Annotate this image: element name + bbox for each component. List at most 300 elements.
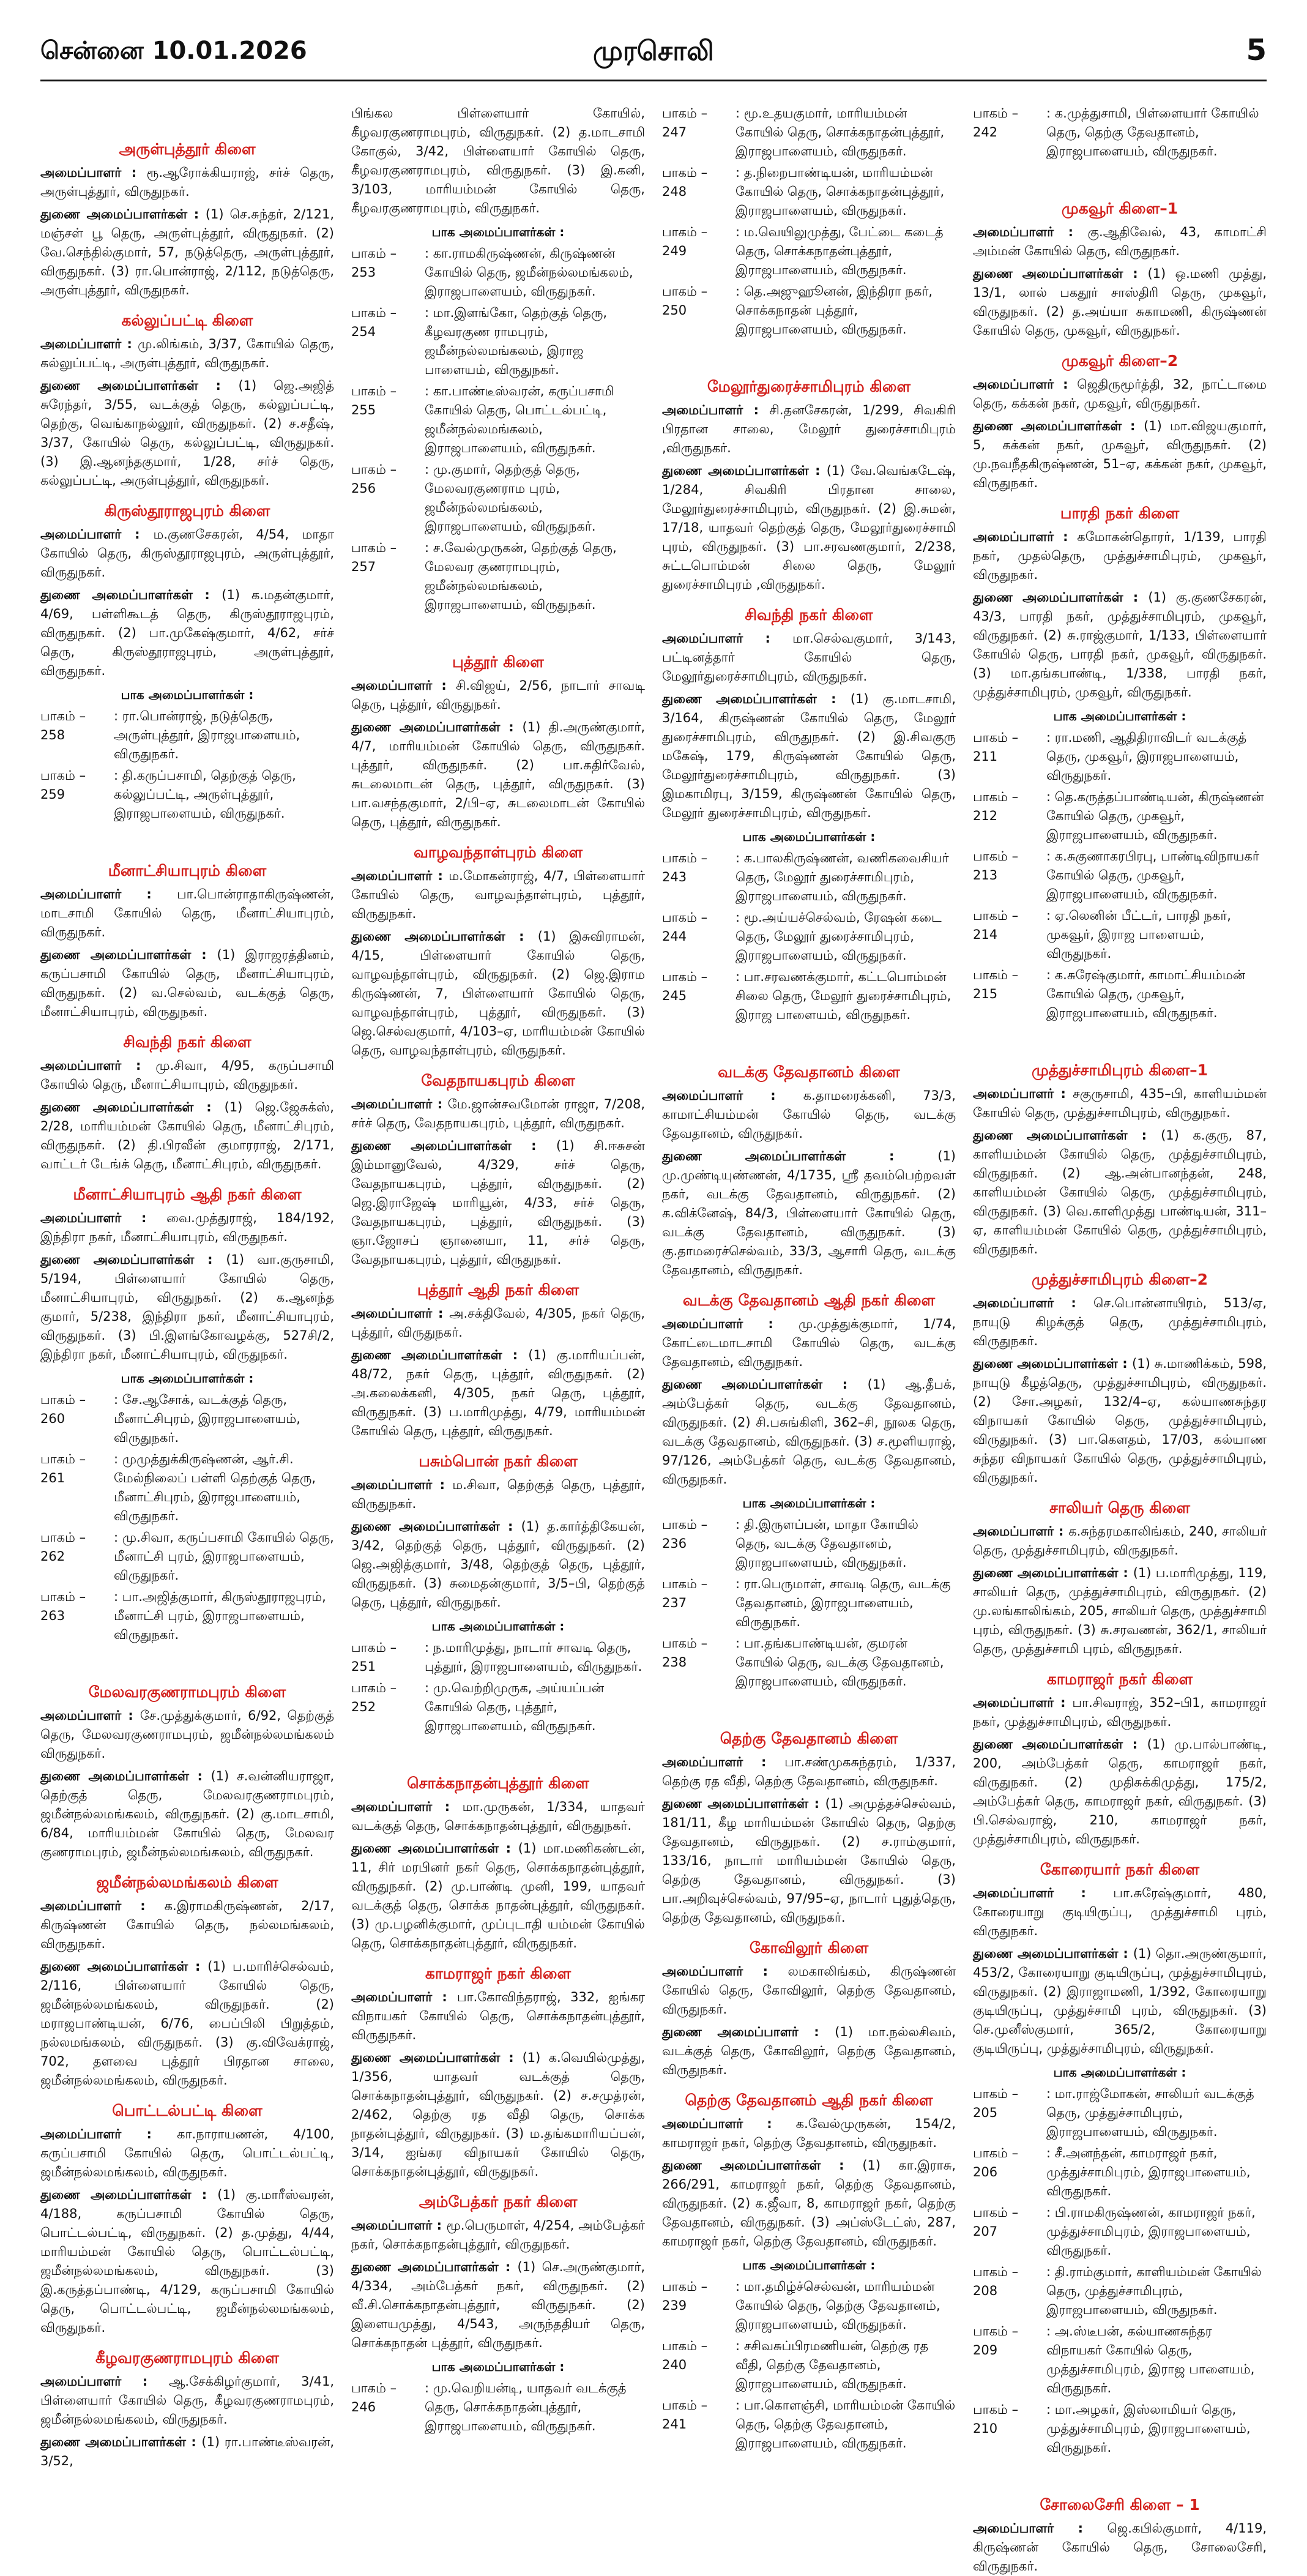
member-entry [973, 1735, 1267, 1849]
member-details: (1) செ.சுந்தர், 2/121, மஞ்சள் பூ தெரு, அருள்புத்தூர், விருதுநகர். (2) வே.செந்தில்குமார், 57, நடுத்தெரு, அருள்புத்தூர், விருதுநகர். (3) ரா.பொன்ராஜ், 2/112, நடுத்தெரு, அருள்புத்தூர், விருதுநகர். [40, 207, 334, 297]
role-label: துணை அமைப்பாளர்கள் : [662, 1377, 868, 1392]
member-entry [40, 335, 334, 373]
member-details: கமோகன்தொரர், 1/139, பாரதி நகர், முதல்தெரு, முத்துச்சாமிபுரம், முகவூர், விருதுநகர். [973, 529, 1267, 582]
role-label: அமைப்பாளர் : [973, 1695, 1073, 1710]
role-label: துணை அமைப்பாளர்கள் : [40, 947, 217, 962]
booth-details: : மு.சிவா, கருப்பசாமி கோயில் தெரு, மீனாட்சி புரம், இராஜபாளையம், விருதுநகர். [114, 1530, 334, 1583]
role-label: துணை அமைப்பாளர்கள் : [973, 590, 1149, 605]
booth-entry [40, 1391, 334, 1447]
member-details: மா.செல்வகுமார், 3/143, பட்டினத்தார் கோயில் தெரு, மேலூர்துரைச்சாமிபுரம், விருதுநகர். [662, 631, 956, 684]
booth-number: பாகம் – 251 [351, 1640, 397, 1674]
member-details: (1) க.வெயில்முத்து, 1/356, யாதவர் வடக்குத் தெரு, சொக்கநாதன்புத்தூர், விருதுநகர். (2) ச.சமுத்ரன், 2/462, தெற்கு ரத வீதி தெரு, சொக்க நாதன்புத்தூர், விருதுநகர். (3) ம.தங்கமாரியப்பன், 3/14, ஐங்கர விநாயகர் கோயில் தெரு, சொக்கநாதன்புத்தூர், விருதுநகர். [351, 2050, 645, 2179]
role-label: அமைப்பாளர் : [40, 337, 138, 351]
booth-number: பாகம் – 205 [973, 2086, 1019, 2120]
booth-details: : க.சுரேஷ்குமார், காமாட்சியம்மன் கோயில் தெரு, முகவூர், இராஜபாளையம், விருதுநகர். [1046, 968, 1246, 1020]
member-details: (1) கா.இராசு, 266/291, காமராஜர் நகர், தெற்கு தேவதானம், விருதுநகர். (2) க.ஜீவா, 8, காமராஜர் நகர், தெற்கு தேவதானம், விருதுநகர். (3) அப்ஸ்டேட்ஸ், 287, காமராஜர் நகர், தெற்கு தேவதானம், விருதுநகர். [662, 2158, 956, 2249]
branch-title: கிருஸ்தூராஜபுரம் கிளை [104, 502, 270, 520]
member-entry [40, 2125, 334, 2182]
branch-title: மேலவரகுணராமபுரம் கிளை [88, 1683, 286, 1701]
booth-number: பாகம் – 209 [973, 2324, 1019, 2358]
member-details: அ.சக்திவேல், 4/305, நகர் தெரு, புத்தூர், விருதுநகர். [351, 1306, 645, 1340]
role-label: துணை அமைப்பாளர்கள் : [973, 1566, 1133, 1580]
member-details: (1) ஆ.தீபக், அம்பேத்கர் தெரு, வடக்கு தேவதானம், விருதுநகர். (2) சி.பசுங்கிளி, 362–சி, நூலக தெரு, வடக்கு தேவதானம், விருதுநகர். (3) ச.மூளியராஜ், 97/126, அம்பேத்கர் தெரு, வடக்கு தேவதானம், விருதுநகர். [662, 1377, 956, 1487]
spacer [662, 1027, 956, 1051]
branch-title: சோலைசேரி கிளை – 1 [1040, 2496, 1200, 2514]
member-entry [973, 528, 1267, 584]
member-details: (1) இராஜரத்தினம், கருப்பசாமி கோயில் தெரு, மீனாட்சியாபுரம், விருதுநகர். (2) வ.செல்வம், வடக்குத் தெரு, மீனாட்சியாபுரம், விருதுநகர். [40, 947, 334, 1019]
booth-entry [973, 2322, 1267, 2398]
member-details: மூ.பெருமாள், 4/254, அம்பேத்கர் நகர், சொக்கநாதன்புத்தூர், விருதுநகர். [351, 2218, 646, 2252]
role-label: துணை அமைப்பாளர்கள் : [40, 1100, 225, 1114]
booth-entry [973, 2085, 1267, 2141]
booth-entry [973, 966, 1267, 1023]
member-entry [662, 1962, 956, 2019]
role-label: அமைப்பாளர் : [40, 1211, 167, 1225]
booth-details: : க.முத்துசாமி, பிள்ளையார் கோயில் தெரு, தெற்கு தேவதானம், இராஜபாளையம், விருதுநகர். [1046, 106, 1259, 159]
member-details: (1) மு.பால்பாண்டி, 200, அம்பேத்கர் தெரு, காமராஜர் நகர், விருதுநகர். (2) முதிசுக்கிமுத்து, 175/2, அம்பேத்கர் தெரு, காமராஜர் நகர், விருதுநகர். (3) பி.செல்வராஜ், 210, காமராஜர் நகர், முத்துச்சாமிபுரம், விருதுநகர். [973, 1737, 1267, 1846]
role-label: அமைப்பாளர் : [40, 2127, 177, 2141]
member-details: (1) கு.குணசேகரன், 43/3, பாரதி நகர், முத்துச்சாமிபுரம், முகவூர், விருதுநகர். (2) சு.ராஜ்குமார், 1/133, பிள்ளையார் கோயில் தெரு, பாரதி நகர், முகவூர், விருதுநகர். (3) மா.தங்கபாண்டி, 1/338, பாரதி நகர், முத்துச்சாமிபுரம், முகவூர், விருதுநகர். [973, 590, 1267, 700]
branch-title: மீனாட்சியாபுரம் ஆதி நகர் கிளை [73, 1185, 302, 1203]
booth-number: பாகம் – 243 [662, 851, 708, 884]
booth-number: பாகம் – 255 [351, 384, 397, 417]
booth-entry [662, 163, 956, 220]
branch-title: காமராஜர் நகர் கிளை [1046, 1670, 1193, 1688]
member-details: (1) மா.நல்லசிவம், வடக்குத் தெரு, கோவிலூர், தெற்கு தேவதானம், விருதுநகர். [662, 2025, 956, 2077]
member-entry [973, 2519, 1267, 2576]
role-label: அமைப்பாளர் : [662, 631, 793, 646]
spacer [40, 826, 334, 850]
branch-title: முத்துச்சாமிபுரம் கிளை–2 [1031, 1271, 1208, 1288]
branch-title: பசும்பொன் நகர் கிளை [419, 1452, 578, 1470]
spacer [40, 1647, 334, 1671]
masthead-rule [40, 80, 1267, 81]
member-entry [662, 1086, 956, 1143]
booth-details: : தி.இருளப்பன், மாதா கோயில் தெரு, வடக்கு தேவதானம், இராஜபாளையம், விருதுநகர். [735, 1517, 918, 1570]
booth-entry [351, 1679, 645, 1736]
role-label: அமைப்பாளர் : [351, 1306, 450, 1321]
member-details: (1) த.கார்த்திகேயன், 3/42, தெற்குத் தெரு, புத்தூர், விருதுநகர். (2) ஜெ.அஜித்குமார், 3/48, தெற்குத் தெரு, புத்தூர், விருதுநகர். (3) சுமைதன்குமார், 3/5–பி, தெற்குத் தெரு, புத்தூர், விருதுநகர். [351, 1519, 645, 1610]
role-label: அமைப்பாளர் : [351, 1477, 453, 1492]
member-details: (1) ஜெ.அஜித் சுரேந்தர், 3/55, வடக்குத் தெரு, கல்லுப்பட்டி, தெற்கு, வெங்காநல்லூர், விருதுநகர். (2) ச.சதீஷ், 3/37, கோயில் தெரு, கல்லுப்பட்டி, விருதுநகர். (3) இ.ஆனந்தகுமார், 1/28, சர்ச் தெரு, கல்லுப்பட்டி, அருள்புத்தூர், விருதுநகர். [40, 378, 334, 488]
member-entry [40, 525, 334, 582]
subheading: பாக அமைப்பாளர்கள் : [121, 1371, 254, 1386]
role-label: அமைப்பாளர் : [662, 1088, 803, 1103]
role-label: துணை அமைப்பாளர்கள் : [40, 2435, 202, 2449]
member-entry [40, 946, 334, 1021]
role-label: துணை அமைப்பாளர்கள் : [662, 1149, 938, 1163]
booth-entry [973, 2144, 1267, 2201]
role-label: துணை அமைப்பாளர்கள் : [973, 1737, 1147, 1752]
booth-details: : க.பாலகிருஷ்ணன், வணிகவைசியர் தெரு, மேலூர் துரைச்சாமிபுரம், இராஜபாளையம், விருதுநகர். [735, 851, 949, 903]
booth-details: : தி.கருப்பசாமி, தெற்குத் தெரு, கல்லுப்பட்டி, அருள்புத்தூர், இராஜபாளையம், விருதுநகர். [114, 768, 296, 821]
subheading: பாக அமைப்பாளர்கள் : [121, 687, 254, 702]
member-details: பா.பொன்ராதாகிருஷ்ணன், மாடசாமி கோயில் தெரு, மீனாட்சியாபுரம், விருதுநகர். [40, 887, 334, 939]
member-entry [662, 2156, 956, 2251]
booth-details: : தெ.அஜுஹூனன், இந்திரா நகர், சொக்கநாதன் புத்தூர், இராஜபாளையம், விருதுநகர். [735, 284, 933, 337]
member-entry [662, 1147, 956, 1280]
role-label: அமைப்பாளர் : [40, 527, 154, 542]
role-label: அமைப்பாளர் : [351, 2218, 447, 2233]
branch-title: அருள்புத்தூர் கிளை [119, 140, 256, 158]
member-details: ரூ.ஆரோக்கியராஜ், சர்ச் தெரு, அருள்புத்தூர், விருதுநகர். [40, 165, 335, 199]
booth-number: பாகம் – 259 [40, 768, 86, 802]
member-details: க.இராமகிருஷ்ணன், 2/17, கிருஷ்ணன் கோயில் தெரு, நல்லமங்கலம், விருதுநகர். [40, 1898, 334, 1951]
member-entry [40, 885, 334, 942]
branch-title: முத்துச்சாமிபுரம் கிளை–1 [1031, 1061, 1208, 1079]
booth-details: : ரா.பெருமாள், சாவடி தெரு, வடக்கு தேவதானம், இராஜபாளையம், விருதுநகர். [735, 1577, 951, 1629]
role-label: துணை அமைப்பாளர்கள் : [351, 1138, 556, 1153]
subheading: பாக அமைப்பாளர்கள் : [431, 1619, 565, 1633]
role-label: அமைப்பாளர் : [351, 868, 449, 883]
member-entry [662, 2023, 956, 2080]
member-entry [351, 1517, 645, 1612]
member-details: (1) வே.வெங்கடேஷ், 1/284, சிவகிரி பிரதான சாலை, மேலூர்துரைச்சாமிபுரம், விருதுநகர். (2) இ.சுமன், 17/18, யாதவர் தெற்குத் தெரு, மேலூர்துரைச்சாமி புரம், விருதுநகர். (3) பா.சரவணகுமார், 2/238, சுட்டபொம்மன் சிலை தெரு, மேலூர் துரைச்சாமிபுரம் ,விருதுநகர். [662, 463, 956, 592]
branch-title: மீனாட்சியாபுரம் கிளை [108, 862, 267, 879]
role-label: துணை அமைப்பாளர் : [662, 2025, 835, 2039]
booth-entry [40, 1450, 334, 1526]
booth-details: : சே.ஆசோக், வடக்குத் தெரு, மீனாட்சிபுரம், இராஜபாளையம், விருதுநகர். [114, 1392, 300, 1445]
article-columns [40, 104, 1267, 2574]
member-entry [40, 163, 334, 201]
member-entry [973, 1693, 1267, 1731]
spacer [973, 163, 1267, 188]
role-label: அமைப்பாளர் : [973, 225, 1088, 239]
booth-entry [662, 1634, 956, 1691]
booth-number: பாகம் – 215 [973, 968, 1019, 1001]
member-entry [973, 1085, 1267, 1122]
role-label: அமைப்பாளர் : [662, 1964, 788, 1979]
role-label: துணை அமைப்பாளர்கள் : [40, 1959, 208, 1974]
booth-number: பாகம் – 236 [662, 1517, 708, 1551]
role-label: அமைப்பாளர் : [973, 1886, 1114, 1900]
member-details: ம.சிவா, தெற்குத் தெரு, புத்தூர், விருதுநகர். [351, 1477, 645, 1511]
spacer [662, 342, 956, 366]
booth-details: : முமுத்துக்கிருஷ்ணன், ஆர்.சி. மேல்நிலைப் பள்ளி தெற்குத் தெரு, மீனாட்சிபுரம், இராஜபாளையம், விருதுநகர். [114, 1452, 316, 1523]
member-entry [973, 223, 1267, 261]
branch-title: சாலியர் தெரு கிளை [1049, 1499, 1190, 1517]
booth-details: : சசிவசுப்பிரமணியன், தெற்கு ரத வீதி, தெற்கு தேவதானம், இராஜபாளையம், விருதுநகர். [735, 2339, 929, 2391]
role-label: அமைப்பாளர் : [40, 165, 147, 180]
member-details: (1) ஒ.மணி முத்து, 13/1, லால் பகதூர் சாஸ்திரி தெரு, முகவூர், விருதுநகர். (2) த.அய்யா சுகாமணி, கிருஷ்ணன் கோயில் தெரு, முகவூர், விருதுநகர். [973, 266, 1267, 338]
role-label: துணை அமைப்பாளர்கள் : [351, 1348, 529, 1362]
role-label: துணை அமைப்பாளர்கள் : [662, 1796, 825, 1811]
booth-details: : அ.ஸ்டீபன், கல்யாணசுந்தர விநாயகர் கோயில் தெரு, முத்துச்சாமிபுரம், இராஜ பாளையம், விருதுநகர். [1046, 2324, 1255, 2395]
role-label: துணை அமைப்பாளர்கள் : [40, 378, 239, 393]
member-details: (1) அமுத்தச்செல்வம், 181/11, கீழ மாரியம்மன் கோயில் தெரு, தெற்கு தேவதானம், விருதுநகர். (2) ச.ராம்குமார், 133/16, நாடார் மாரியம்மன் கோயில் தெரு, தெற்கு தேவதானம், விருதுநகர். (3) பா.அறிவுச்செல்வம், 97/95–ஏ, நாடார் புதுத்தெரு, தெற்கு தேவதானம், விருதுநகர். [662, 1796, 956, 1925]
booth-number: பாகம் – 244 [662, 910, 708, 944]
member-details: (1) ப.மாரிச்செல்வம், 2/116, பிள்ளையார் கோயில் தெரு, ஜமீன்நல்லமங்கலம், விருதுநகர். (2) மராஜபாண்டியன், 6/76, பைப்பிலி பிறுத்தம், நல்லமங்கலம், விருதுநகர். (3) கு.விவேக்ராஜ், 702, தளவை புத்தூர் பிரதான சாலை, ஜமீன்நல்லமங்கலம், விருதுநகர். [40, 1959, 334, 2088]
booth-entry [662, 968, 956, 1025]
branch-title: பாரதி நகர் கிளை [1060, 504, 1180, 522]
role-label: அமைப்பாளர் : [662, 1755, 785, 1769]
column-1 [40, 104, 335, 2468]
member-entry [662, 690, 956, 823]
member-details: (1) கு.மாரியப்பன், 48/72, நகர் தெரு, புத்தூர், விருதுநகர். (2) அ.கலைக்கனி, 4/305, நகர் தெரு, புத்தூர், விருதுநகர். (3) ப.மாரிமுத்து, 4/79, மாரியம்மன் கோயில் தெரு, புத்தூர், விருதுநகர். [351, 1348, 645, 1438]
subheading: பாக அமைப்பாளர்கள் : [431, 2359, 565, 2374]
booth-entry [351, 539, 645, 614]
member-details: ம.மோகன்ராஜ், 4/7, பிள்ளையார் கோயில் தெரு, வாழவந்தாள்புரம், புத்தூர், விருதுநகர். [351, 868, 646, 921]
booth-entry [351, 244, 645, 301]
branch-title: சொக்கநாதன்புத்தூர் கிளை [407, 1774, 589, 1792]
member-details: (1) கு.மாடசாமி, 3/164, கிருஷ்ணன் கோயில் தெரு, மேலூர் துரைச்சாமிபுரம், விருதுநகர். (2) இ.சிவகுரு மகேஷ், 179, கிருஷ்ணன் கோயில் தெரு, மேலூர்துரைச்சாமிபுரம், விருதுநகர். (3) இமகாமிரபு, 3/159, கிருஷ்ணன் கோயில் தெரு, மேலூர் துரைச்சாமிபுரம், விருதுநகர். [662, 692, 956, 820]
role-label: துணை அமைப்பாளர்கள் : [662, 463, 827, 478]
role-label: அமைப்பாளர் : [40, 1898, 165, 1913]
newspaper-name: முரசொலி [593, 35, 714, 67]
booth-number: பாகம் – 250 [662, 284, 708, 318]
role-label: அமைப்பாளர் : [973, 377, 1078, 392]
member-entry [973, 588, 1267, 702]
branch-title: கீழவரகுணராமபுரம் கிளை [95, 2349, 279, 2367]
booth-entry [351, 1638, 645, 1676]
booth-entry [351, 304, 645, 379]
booth-details: : ரா.பொன்ராஜ், நடுத்தெரு, அருள்புத்தூர், இராஜபாளையம், விருதுநகர். [114, 709, 300, 761]
branch-title: வேதநாயகபுரம் கிளை [421, 1072, 575, 1089]
booth-details: : ஏ.லெனின் பீட்டர், பாரதி நகர், முகவூர், இராஜ பாளையம், விருதுநகர். [1046, 908, 1231, 961]
booth-number: பாகம் – 207 [973, 2205, 1019, 2239]
booth-number: பாகம் – 211 [973, 730, 1019, 764]
spacer [662, 1693, 956, 1718]
booth-number: பாகம் – 240 [662, 2339, 708, 2372]
role-label: துணை அமைப்பாளர்கள் : [973, 1356, 1133, 1371]
booth-number: பாகம் – 248 [662, 165, 708, 199]
member-details: (1) மா.மணிகண்டன், 11, சிர் மரபினர் நகர் தெரு, சொக்கநாதன்புத்தூர், விருதுநகர். (2) மு.பாண்டி முனி, 199, யாதவர் வடக்குத் தெரு, சொக்க நாதன்புத்தூர், விருதுநகர். (3) மு.பழனிக்குமார், முப்புடாதி யம்மன் கோயில் தெரு, சொக்கநாதன்புத்தூர், விருதுநகர். [351, 1841, 645, 1951]
branch-title: கோவிலூர் கிளை [749, 1939, 869, 1957]
booth-details: : மூ.உதயகுமார், மாரியம்மன் கோயில் தெரு, சொக்கநாதன்புத்தூர், இராஜபாளையம், விருதுநகர். [735, 106, 945, 159]
member-details: மு.சிவா, 4/95, கருப்பசாமி கோயில் தெரு, மீனாட்சியாபுரம், விருதுநகர். [40, 1058, 334, 1092]
branch-title: புத்தூர் ஆதி நகர் கிளை [417, 1281, 579, 1299]
booth-details: : ச.வேல்முருகன், தெற்குத் தெரு, மேலவர குணராமபுரம், ஜமீன்நல்லமங்கலம், இராஜபாளையம், விருதுநகர். [425, 540, 617, 612]
member-details: செ.பொன்னாயிரம், 513/ஏ, நாயுடு கிழக்குத் தெரு, முத்துச்சாமிபுரம், விருதுநகர். [973, 1296, 1267, 1348]
member-entry [351, 867, 645, 924]
member-entry [973, 1126, 1267, 1259]
booth-number: பாகம் – 247 [662, 106, 708, 140]
booth-entry [40, 1528, 334, 1585]
member-entry [973, 1294, 1267, 1351]
member-entry [351, 2048, 645, 2181]
member-details: (1) மா.விஜயகுமார், 5, கக்கன் நகர், முகவூர், விருதுநகர். (2) மு.நவநீதகிருஷ்ணன், 51–ஏ, கக்கன் நகர், முகவூர், விருதுநகர். [973, 419, 1267, 490]
spacer [40, 104, 334, 129]
member-details: கா.நாராயணன், 4/100, கருப்பசாமி கோயில் தெரு, பொட்டல்பட்டி, ஜமீன்நல்லமங்கலம், விருதுநகர். [40, 2127, 335, 2179]
member-entry [973, 1884, 1267, 1941]
booth-entry [662, 2277, 956, 2334]
booth-entry [662, 1575, 956, 1632]
spacer [973, 2460, 1267, 2484]
booth-entry [973, 104, 1267, 161]
member-entry [351, 1304, 645, 1342]
member-details: க.தாமரைக்கனி, 73/3, காமாட்சியம்மன் கோயில் தெரு, வடக்கு தேவதானம், விருதுநகர். [662, 1088, 956, 1141]
booth-number: பாகம் – 210 [973, 2402, 1019, 2436]
spacer [351, 617, 645, 641]
booth-entry [351, 382, 645, 458]
role-label: அமைப்பாளர் : [662, 1316, 799, 1331]
member-details: (1) க.மதன்குமார், 4/69, பள்ளிகூடத் தெரு, கிருஸ்தூராஜபுரம், விருதுநகர். (2) பா.முகேஷ்குமார், 4/62, சர்ச் தெரு, கிருஸ்தூராஜபுரம், அருள்புத்தூர், விருதுநகர். [40, 588, 334, 678]
member-entry [662, 629, 956, 686]
branch-title: வாழவந்தாள்புரம் கிளை [413, 843, 583, 861]
role-label: துணை அமைப்பாளர்கள் : [40, 2187, 218, 2202]
member-entry [40, 1767, 334, 1862]
booth-number: பாகம் – 260 [40, 1392, 86, 1426]
member-entry [40, 1209, 334, 1247]
spacer [351, 1738, 645, 1763]
branch-title: கல்லுப்பட்டி கிளை [121, 312, 253, 329]
branch-title: ஜமீன்நல்லமங்கலம் கிளை [96, 1873, 278, 1891]
booth-details: : மு.வெற்றிமுருக, அய்யப்பன் கோயில் தெரு, புத்தூர், இராஜபாளையம், விருதுநகர். [425, 1681, 605, 1733]
booth-details: : த.நிறைபாண்டியன், மாரியம்மன் கோயில் தெரு, சொக்கநாதன்புத்தூர், இராஜபாளையம், விருதுநகர். [735, 165, 945, 218]
member-details: (1) ப.மாரிமுத்து, 119, சாலியர் தெரு, முத்துச்சாமிபுரம், விருதுநகர். (2) மு.லங்காலிங்கம், 205, சாலியர் தெரு, முத்துச்சாமி புரம், விருதுநகர். (3) சு.சரவணன், 362/1, சாலியர் தெரு, முத்துச்சாமி புரம், விருதுநகர். [973, 1566, 1267, 1656]
member-entry [40, 2372, 334, 2429]
member-details: க.சுந்தரமகாலிங்கம், 240, சாலியர் தெரு, முத்துச்சாமிபுரம், விருதுநகர். [973, 1524, 1267, 1558]
member-entry [662, 1315, 956, 1372]
member-entry [662, 1375, 956, 1489]
role-label: துணை அமைப்பாளர்கள் : [973, 1946, 1133, 1961]
member-entry [40, 1706, 334, 1763]
member-details: பா.கோவிந்தராஜ், 332, ஐங்கர விநாயகர் கோயில் தெரு, சொக்கநாதன்புத்தூர், விருதுநகர். [351, 1990, 645, 2042]
role-label: துணை அமைப்பாளர்கள் : [351, 720, 523, 734]
subheading: பாக அமைப்பாளர்கள் : [431, 225, 565, 239]
member-entry [662, 461, 956, 594]
branch-title: கோரையார் நகர் கிளை [1040, 1861, 1200, 1878]
branch-title: மேலூர்துரைச்சாமிபுரம் கிளை [707, 378, 911, 395]
role-label: அமைப்பாளர் : [662, 403, 770, 417]
role-label: துணை அமைப்பாளர்கள் : [351, 2260, 518, 2274]
booth-entry [351, 460, 645, 536]
member-details: மு.லிங்கம், 3/37, கோயில் தெரு, கல்லுப்பட்டி, அருள்புத்தூர், விருதுநகர். [40, 337, 334, 370]
role-label: அமைப்பாளர் : [351, 678, 456, 693]
booth-entry [662, 2396, 956, 2453]
booth-entry [662, 104, 956, 161]
booth-entry [40, 766, 334, 823]
booth-details: : பா.அஜித்குமார், கிருஸ்தூராஜபுரம், மீனாட்சி புரம், இராஜபாளையம், விருதுநகர். [114, 1589, 326, 1642]
booth-details: : பா.சரவணக்குமார், கட்டபொம்மன் சிலை தெரு, மேலூர் துரைச்சாமிபுரம், இராஜ பாளையம், விருதுநகர். [735, 969, 951, 1022]
role-label: அமைப்பாளர் : [662, 2116, 796, 2131]
column-2 [351, 104, 646, 2433]
branch-title: புத்தூர் கிளை [452, 653, 544, 671]
booth-entry [973, 906, 1267, 963]
role-label: துணை அமைப்பாளர்கள் : [351, 1519, 521, 1534]
booth-number: பாகம் – 245 [662, 969, 708, 1003]
member-entry [351, 104, 645, 218]
member-entry [40, 376, 334, 490]
member-entry [351, 676, 645, 714]
branch-title: வடக்கு தேவதானம் கிளை [718, 1063, 900, 1081]
booth-entry [973, 728, 1267, 785]
booth-entry [662, 282, 956, 339]
member-entry [40, 1897, 334, 1954]
member-details: சகுருசாமி, 435–பி, காளியம்மன் கோயில் தெரு, முத்துச்சாமிபுரம், விருதுநகர். [973, 1086, 1267, 1120]
member-entry [662, 401, 956, 458]
member-entry [662, 2115, 956, 2152]
member-details: (1) செ.அருண்குமார், 4/334, அம்பேத்கர் நகர், விருதுநகர். (2) வீ.சி.சொக்கநாதன்புத்தூர், விருதுநகர். (2) இளையமுத்து, 4/543, அருந்ததியர் தெரு, சொக்கநாதன் புத்தூர், விருதுநகர். [351, 2260, 645, 2350]
member-entry [351, 1137, 645, 1269]
booth-entry [662, 908, 956, 965]
booth-entry [351, 2379, 645, 2436]
booth-details: : கா.ராமகிருஷ்ணன், கிருஷ்ணன் கோயில் தெரு, ஜமீன்நல்லமங்கலம், இராஜபாளையம், விருதுநகர். [425, 246, 633, 299]
booth-details: : மா.இளங்கோ, தெற்குத் தெரு, கீழவரகுண ராமபுரம், ஜமீன்நல்லமங்கலம், இராஜ பாளையம், விருதுநகர். [425, 305, 608, 377]
branch-title: தெற்கு தேவதானம் கிளை [720, 1730, 898, 1747]
subheading: பாக அமைப்பாளர்கள் : [742, 1496, 876, 1510]
member-entry [40, 586, 334, 681]
member-details: சே.முத்துக்குமார், 6/92, தெற்குத் தெரு, மேலவரகுணராமபுரம், ஜமீன்நல்லமங்கலம் விருதுநகர். [40, 1708, 334, 1761]
booth-number: பாகம் – 246 [351, 2381, 397, 2414]
member-entry [973, 375, 1267, 413]
booth-entry [973, 847, 1267, 904]
role-label: அமைப்பாளர் : [973, 1086, 1073, 1101]
member-details: (1) வா.குருசாமி, 5/194, பிள்ளையார் கோயில் தெரு, மீனாட்சியாபுரம், விருதுநகர். (2) க.ஆனந்த குமார், 5/238, இந்திரா நகர், மீனாட்சியாபுரம், விருதுநகர். (3) பி.இளங்கோவழக்கு, 527சி/2, இந்திரா நகர், மீனாட்சியாபுரம், விருதுநகர். [40, 1252, 334, 1362]
member-entry [40, 2433, 334, 2471]
member-details: (1) இசுவிராமன், 4/15, பிள்ளையார் கோயில் தெரு, வாழவந்தாள்புரம், விருதுநகர். (2) ஜெ.இராம கிருஷ்ணன், 7, பிள்ளையார் கோயில் தெரு, வாழவந்தாள்புரம், புத்தூர், விருதுநகர். (3) ஜெ.செல்வகுமார், 4/103–ஏ, மாரியம்மன் கோயில் தெரு, வாழவந்தாள்புரம், விருதுநகர். [351, 929, 645, 1058]
member-entry [973, 264, 1267, 340]
member-entry [40, 1250, 334, 1364]
member-details: ஜெதிருமூர்த்தி, 32, நாட்டாமை தெரு, கக்கன் நகர், முகவூர், விருதுநகர். [973, 377, 1267, 411]
role-label: துணை அமைப்பாளர்கள் : [40, 1769, 211, 1783]
booth-details: : கா.பாண்டீஸ்வரன், கருப்பசாமி கோயில் தெரு, பொட்டல்பட்டி, ஜமீன்நல்லமங்கலம், இராஜபாளையம், விருதுநகர். [425, 384, 614, 455]
member-entry [351, 1476, 645, 1514]
booth-entry [973, 2263, 1267, 2320]
booth-details: : பி.ராமகிருஷ்ணன், காமராஜர் நகர், முத்துச்சாமிபுரம், இராஜபாளையம், விருதுநகர். [1046, 2205, 1256, 2258]
branch-title: வடக்கு தேவதானம் ஆதி நகர் கிளை [682, 1291, 936, 1309]
booth-number: பாகம் – 212 [973, 790, 1019, 823]
member-entry [351, 1988, 645, 2045]
member-entry [973, 1944, 1267, 2058]
branch-title: முகவூர் கிளை–1 [1061, 200, 1179, 217]
booth-entry [973, 788, 1267, 845]
branch-title: அம்பேத்கர் நகர் கிளை [419, 2193, 578, 2211]
booth-number: பாகம் – 208 [973, 2264, 1019, 2298]
subheading: பாக அமைப்பாளர்கள் : [742, 2258, 876, 2272]
member-entry [351, 718, 645, 832]
booth-entry [40, 707, 334, 764]
spacer [973, 1025, 1267, 1050]
member-entry [40, 1056, 334, 1094]
booth-number: பாகம் – 263 [40, 1589, 86, 1623]
booth-number: பாகம் – 239 [662, 2279, 708, 2313]
booth-entry [662, 223, 956, 280]
member-details: வை.முத்துராஜ், 184/192, இந்திரா நகர், மீனாட்சியாபுரம், விருதுநகர். [40, 1211, 334, 1244]
booth-entry [973, 2400, 1267, 2457]
branch-title: பொட்டல்பட்டி கிளை [112, 2102, 263, 2119]
member-details: லமகாலிங்கம், கிருஷ்ணன் கோயில் தெரு, கோவிலூர், தெற்கு தேவதானம், விருதுநகர். [662, 1964, 956, 2017]
member-details: சி.தனசேகரன், 1/299, சிவகிரி பிரதான சாலை, மேலூர் துரைச்சாமிபுரம் ,விருதுநகர். [662, 403, 956, 455]
member-details: சி.விஜய், 2/56, நாடார் சாவடி தெரு, புத்தூர், விருதுநகர். [351, 678, 645, 712]
member-details: (1) சு.மாணிக்கம், 598, நாயுடு கீழத்தெரு, முத்துச்சாமிபுரம், விருதுநகர். (2) சோ.அழகர், 132/4–ஏ, கல்யாணசுந்தர விநாயகர் கோயில் தெரு, முத்துச்சாமிபுரம், விருதுநகர். (3) பா.கௌதம், 17/03, கல்யாண சுந்தர விநாயகர் கோயில் தெரு, முத்துச்சாமிபுரம், விருதுநகர். [973, 1356, 1267, 1485]
booth-number: பாகம் – 252 [351, 1681, 397, 1714]
member-details: ஆ.சேக்கிழர்குமார், 3/41, பிள்ளையார் கோயில் தெரு, கீழவரகுணராமபுரம், ஜமீன்நல்லமங்கலம், விருதுநகர். [40, 2374, 334, 2427]
booth-number: பாகம் – 237 [662, 1577, 708, 1610]
member-details: ஜெ.கபில்குமார், 4/119, கிருஷ்ணன் கோயில் தெரு, சோலைசேரி, விருதுநகர். [973, 2521, 1267, 2574]
role-label: துணை அமைப்பாளர்கள் : [662, 2158, 863, 2173]
booth-number: பாகம் – 253 [351, 246, 397, 280]
member-details: ம.குணசேகரன், 4/54, மாதா கோயில் தெரு, கிருஸ்தூராஜபுரம், அருள்புத்தூர், விருதுநகர். [40, 527, 334, 580]
member-entry [40, 205, 334, 300]
member-details: (1) ஜெ.ஜேசுக்ஸ், 2/28, மாரியம்மன் கோயில் தெரு, மீனாட்சிபுரம், விருதுநகர். (2) தி.பிரவீன் குமாரராஜ், 2/171, வாட்டர் டேங்க் தெரு, மீனாட்சிபுரம், விருதுநகர். [40, 1100, 334, 1171]
member-details: பா.சிவராஜ், 352–பி1, காமராஜர் நகர், முத்துச்சாமிபுரம், விருதுநகர். [973, 1695, 1267, 1729]
role-label: அமைப்பாளர் : [351, 1799, 463, 1814]
member-details: பிங்கல பிள்ளையார் கோயில், கீழவரகுணராமபுரம், விருதுநகர். (2) த.மாடசாமி கோகுல், 3/42, பிள்ளையார் கோயில் தெரு, கீழவரகுணராமபுரம், விருதுநகர். (3) இ.கனி, 3/103, மாரியம்மன் கோயில் தெரு, கீழவரகுணராமபுரம், விருதுநகர். [351, 106, 645, 215]
member-details: மா.முருகன், 1/334, யாதவர் வடக்குத் தெரு, சொக்கநாதன்புத்தூர், விருதுநகர். [351, 1799, 645, 1833]
masthead [0, 0, 1307, 92]
booth-number: பாகம் – 262 [40, 1530, 86, 1564]
role-label: துணை அமைப்பாளர்கள் : [973, 1128, 1161, 1143]
member-details: (1) ச.வன்னியராஜா, தெற்குத் தெரு, மேலவரகுணராமபுரம், ஜமீன்நல்லமங்கலம், விருதுநகர். (2) கு.மாடசாமி, 6/84, மாரியம்மன் கோயில் தெரு, மேலவர குணராமபுரம், ஜமீன்நல்லமங்கலம், விருதுநகர். [40, 1769, 334, 1859]
role-label: அமைப்பாளர் : [351, 1990, 457, 2004]
member-entry [351, 927, 645, 1060]
booth-details: : மா.அழகர், இஸ்லாமியர் தெரு, முத்துச்சாமிபுரம், இராஜபாளையம், விருதுநகர். [1046, 2402, 1251, 2455]
role-label: துணை அமைப்பாளர்கள் : [40, 1252, 226, 1267]
booth-number: பாகம் – 261 [40, 1452, 86, 1485]
member-details: (1) கு.மாரீஸ்வரன், 4/188, கருப்பசாமி கோயில் தெரு, பொட்டல்பட்டி, விருதுநகர். (2) த.முத்து, 4/44, மாரியம்மன் கோயில் தெரு, பொட்டல்பட்டி, ஜமீன்நல்லமங்கலம், விருதுநகர். (3) இ.கருத்தப்பாண்டி, 4/129, கருப்பசாமி கோயில் தெரு, பொட்டல்பட்டி, ஜமீன்நல்லமங்கலம், விருதுநகர். [40, 2187, 334, 2335]
member-details: மே.ஜான்சவமோன் ராஜா, 7/208, சர்ச் தெரு, வேதநாயகபுரம், புத்தூர், விருதுநகர். [351, 1097, 646, 1130]
